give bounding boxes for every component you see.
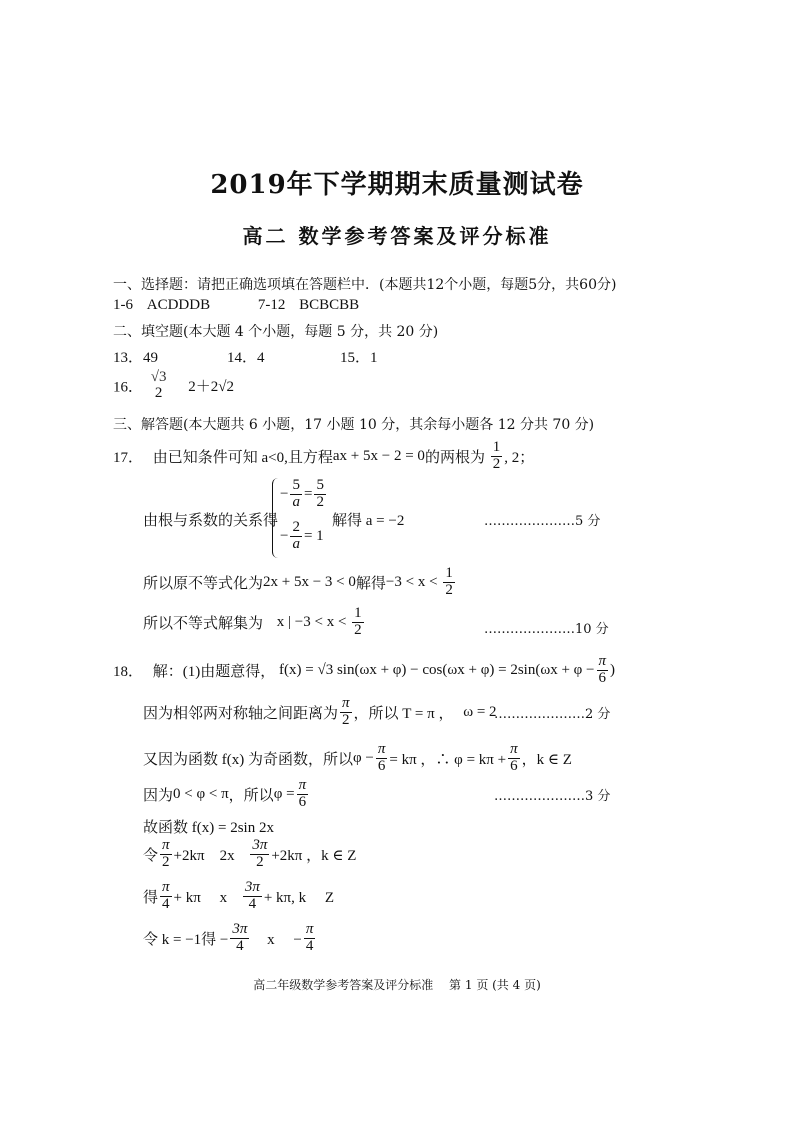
sys-r1-den: a	[292, 493, 300, 510]
q18-l4-frac	[297, 778, 309, 811]
q17-score-2: …………………10 分	[484, 622, 609, 637]
q17-l4-b: x | −3 < x <	[276, 613, 347, 630]
q18-l7-b: + kπ x	[173, 889, 228, 906]
q18-l7-a: 得	[143, 889, 159, 906]
q18-l2-a: 因为相邻两对称轴之间距离为	[143, 705, 339, 722]
q17-system-row1: − $\frac{5}{a}$ = $\frac{5}{2}$	[280, 477, 324, 510]
q18-l8-frac1	[230, 922, 249, 955]
q18-l2-frac	[340, 696, 352, 729]
q17-l3-eq: 2x + 5x − 3 < 0	[263, 573, 356, 590]
q17-text-c: , 2；	[504, 449, 535, 466]
q18-l1-a: 解：(1)由题意得，	[152, 663, 276, 680]
q18-l8-den1: 4	[236, 937, 244, 954]
q18-l7-c: + kπ, k Z	[263, 889, 335, 906]
q17-score-1: …………………5 分	[484, 514, 601, 529]
sys-r1-rden: 2	[316, 493, 324, 510]
q16-answer-b: 2＋2√2	[188, 379, 234, 396]
q18-l6-num2: 3π	[252, 837, 268, 853]
q18-score-3: …………………3 分	[494, 789, 611, 804]
q16-den: 2	[154, 384, 163, 401]
q18-l6-c: +2kπ ，k ∈ Z	[271, 847, 357, 864]
q17-l3-frac	[443, 566, 455, 599]
q18-l6-frac1	[160, 838, 172, 871]
section2-heading: 二、填空题(本大题 4 个小题，每题 5 分，共 20 分)	[113, 324, 439, 340]
sys-r2-frac	[290, 520, 302, 553]
q18-l6-a: 令	[143, 847, 159, 864]
q18-l7-den2: 4	[248, 895, 257, 912]
q18-l1-frac	[597, 654, 609, 687]
q16-num: √3	[150, 369, 167, 385]
q18-l3-den1: 6	[377, 757, 386, 774]
q18-line6	[143, 838, 356, 871]
q18-l3-b: φ −	[353, 749, 374, 766]
answer-value-2: BCBCBB	[299, 297, 360, 313]
q18-l2-c: ω = 2	[463, 703, 497, 720]
q16-fraction	[149, 370, 169, 402]
q18-l3-c: = kπ ，∴ φ = kπ +	[389, 751, 507, 768]
q18-l3-frac2	[508, 742, 520, 775]
q17-l3-a: 所以原不等式化为	[143, 575, 264, 592]
q18-line4	[143, 778, 310, 811]
q17-l3-num: 1	[445, 565, 453, 581]
q17-l4-num: 1	[354, 605, 362, 621]
q18-l4-num: π	[298, 777, 307, 793]
q18-line1: 18． 解：(1)由题意得， f(x) = √3 sin(ωx + φ) − cos(ωx + φ) = 2sin(ωx + φ − $\frac{\pi}{6}$ )	[113, 653, 616, 686]
q17-l3-c: −3 < x <	[385, 573, 438, 590]
q18-l3-num2: π	[510, 741, 518, 757]
q18-line8	[143, 922, 317, 955]
q17-system-row2: − $\frac{2}{a}$ = 1	[280, 519, 324, 552]
q18-l7-num1: π	[162, 879, 170, 895]
q18-l7-frac1	[160, 880, 172, 913]
q18-l4-d: φ =	[273, 785, 295, 802]
q18-l2-num: π	[342, 695, 350, 711]
answer-row-1	[113, 297, 359, 314]
q17-line3	[143, 566, 457, 599]
q17-label: 17．	[113, 449, 144, 466]
q18-l3-frac1	[376, 742, 388, 775]
answer-q16	[113, 370, 234, 402]
answer-q15: 15．1	[340, 350, 378, 366]
sys-r1-num: 5	[292, 477, 300, 493]
q16-label: 16．	[113, 379, 144, 396]
q17-solve: 解得 a = −2	[332, 513, 405, 529]
q18-l4-c: ，所以	[228, 787, 274, 804]
q18-l2-b: ，所以 T = π ，	[353, 705, 454, 722]
q18-l3-d: ，k ∈ Z	[521, 751, 572, 768]
q18-l6-b: +2kπ 2x	[173, 847, 235, 864]
q17-l4-den: 2	[354, 621, 362, 638]
q18-l8-den2: 4	[305, 937, 314, 954]
page-footer: 高二年级数学参考答案及评分标准 第 1 页 (共 4 页)	[253, 978, 541, 992]
q17-root-num: 1	[492, 439, 501, 455]
q17-l4-frac	[352, 606, 364, 639]
q18-l8-a: 令 k = −1得 −	[143, 931, 229, 948]
q18-line3	[143, 742, 572, 775]
q17-l4-a: 所以不等式解集为	[143, 615, 264, 632]
q18-score-2: …………………2 分	[494, 707, 611, 722]
q17-line1	[113, 440, 534, 473]
q17-root-den: 2	[492, 455, 501, 472]
q18-l6-den1: 2	[162, 853, 170, 870]
sys-r2-num: 2	[292, 519, 300, 535]
q18-l1-b: f(x) = √3 sin(ωx + φ) − cos(ωx + φ) = 2sin(ωx + φ −	[279, 661, 595, 678]
answer-value-1: ACDDDB	[146, 297, 211, 313]
q18-l1-num: π	[598, 653, 607, 669]
q17-equation: ax + 5x − 2 = 0	[332, 447, 425, 464]
q17-line4	[143, 606, 366, 639]
q17-root-fraction	[491, 440, 503, 473]
q18-l6-frac2	[250, 838, 269, 871]
answer-q13: 13．49	[113, 350, 159, 366]
q18-l6-num1: π	[162, 837, 170, 853]
sys-r1-frac	[290, 478, 302, 511]
q18-l8-b: x −	[267, 931, 302, 948]
q18-line5: 故函数 f(x) = 2sin 2x	[143, 820, 274, 836]
q18-l3-a: 又因为函数 f(x) 为奇函数，所以	[143, 751, 353, 768]
section1-heading: 一、选择题：请把正确选项填在答题栏中．(本题共12个小题，每题5分，共60分)	[113, 277, 617, 293]
page-title: 2019年下学期期末质量测试卷	[210, 170, 584, 200]
answer-q14: 14．4	[227, 350, 265, 366]
page-subtitle: 高二 数学参考答案及评分标准	[242, 224, 552, 248]
q18-l8-num2: π	[305, 921, 314, 937]
q18-l7-frac2	[243, 880, 262, 913]
answer-range-2: 7-12	[257, 297, 286, 313]
system-brace	[272, 478, 279, 558]
q18-label: 18．	[113, 663, 144, 680]
q18-l2-den: 2	[342, 711, 350, 728]
q17-text-b: 的两根为	[424, 449, 485, 466]
sys-r1-rnum: 5	[316, 477, 324, 493]
q18-l8-frac2	[304, 922, 316, 955]
sys-r1-rhs	[314, 478, 326, 511]
q18-l6-den2: 2	[256, 853, 264, 870]
q18-l4-b: 0 < φ < π	[173, 785, 229, 802]
q18-l7-num2: 3π	[244, 879, 260, 895]
answer-range-1: 1-6	[113, 297, 133, 313]
sys-r2-rhs: = 1	[303, 527, 324, 544]
q17-text: 由已知条件可知 a<0,且方程	[152, 449, 333, 466]
q18-l4-den: 6	[298, 793, 307, 810]
q18-line7	[143, 880, 334, 913]
q18-l7-den1: 4	[162, 895, 170, 912]
q18-l8-num1: 3π	[232, 921, 248, 937]
q17-l3-den: 2	[445, 581, 453, 598]
section3-heading: 三、解答题(本大题共 6 小题，17 小题 10 分，其余每小题各 12 分共 70 分)	[113, 417, 595, 433]
q18-l1-den: 6	[598, 669, 607, 686]
q17-system-intro: 由根与系数的关系得	[143, 513, 279, 529]
q18-l3-num1: π	[377, 741, 386, 757]
q18-l3-den2: 6	[510, 757, 518, 774]
q17-l3-b: 解得	[355, 575, 386, 592]
q18-l4-a: 因为	[143, 787, 174, 804]
q18-line2	[143, 696, 497, 729]
sys-r2-den: a	[292, 535, 300, 552]
